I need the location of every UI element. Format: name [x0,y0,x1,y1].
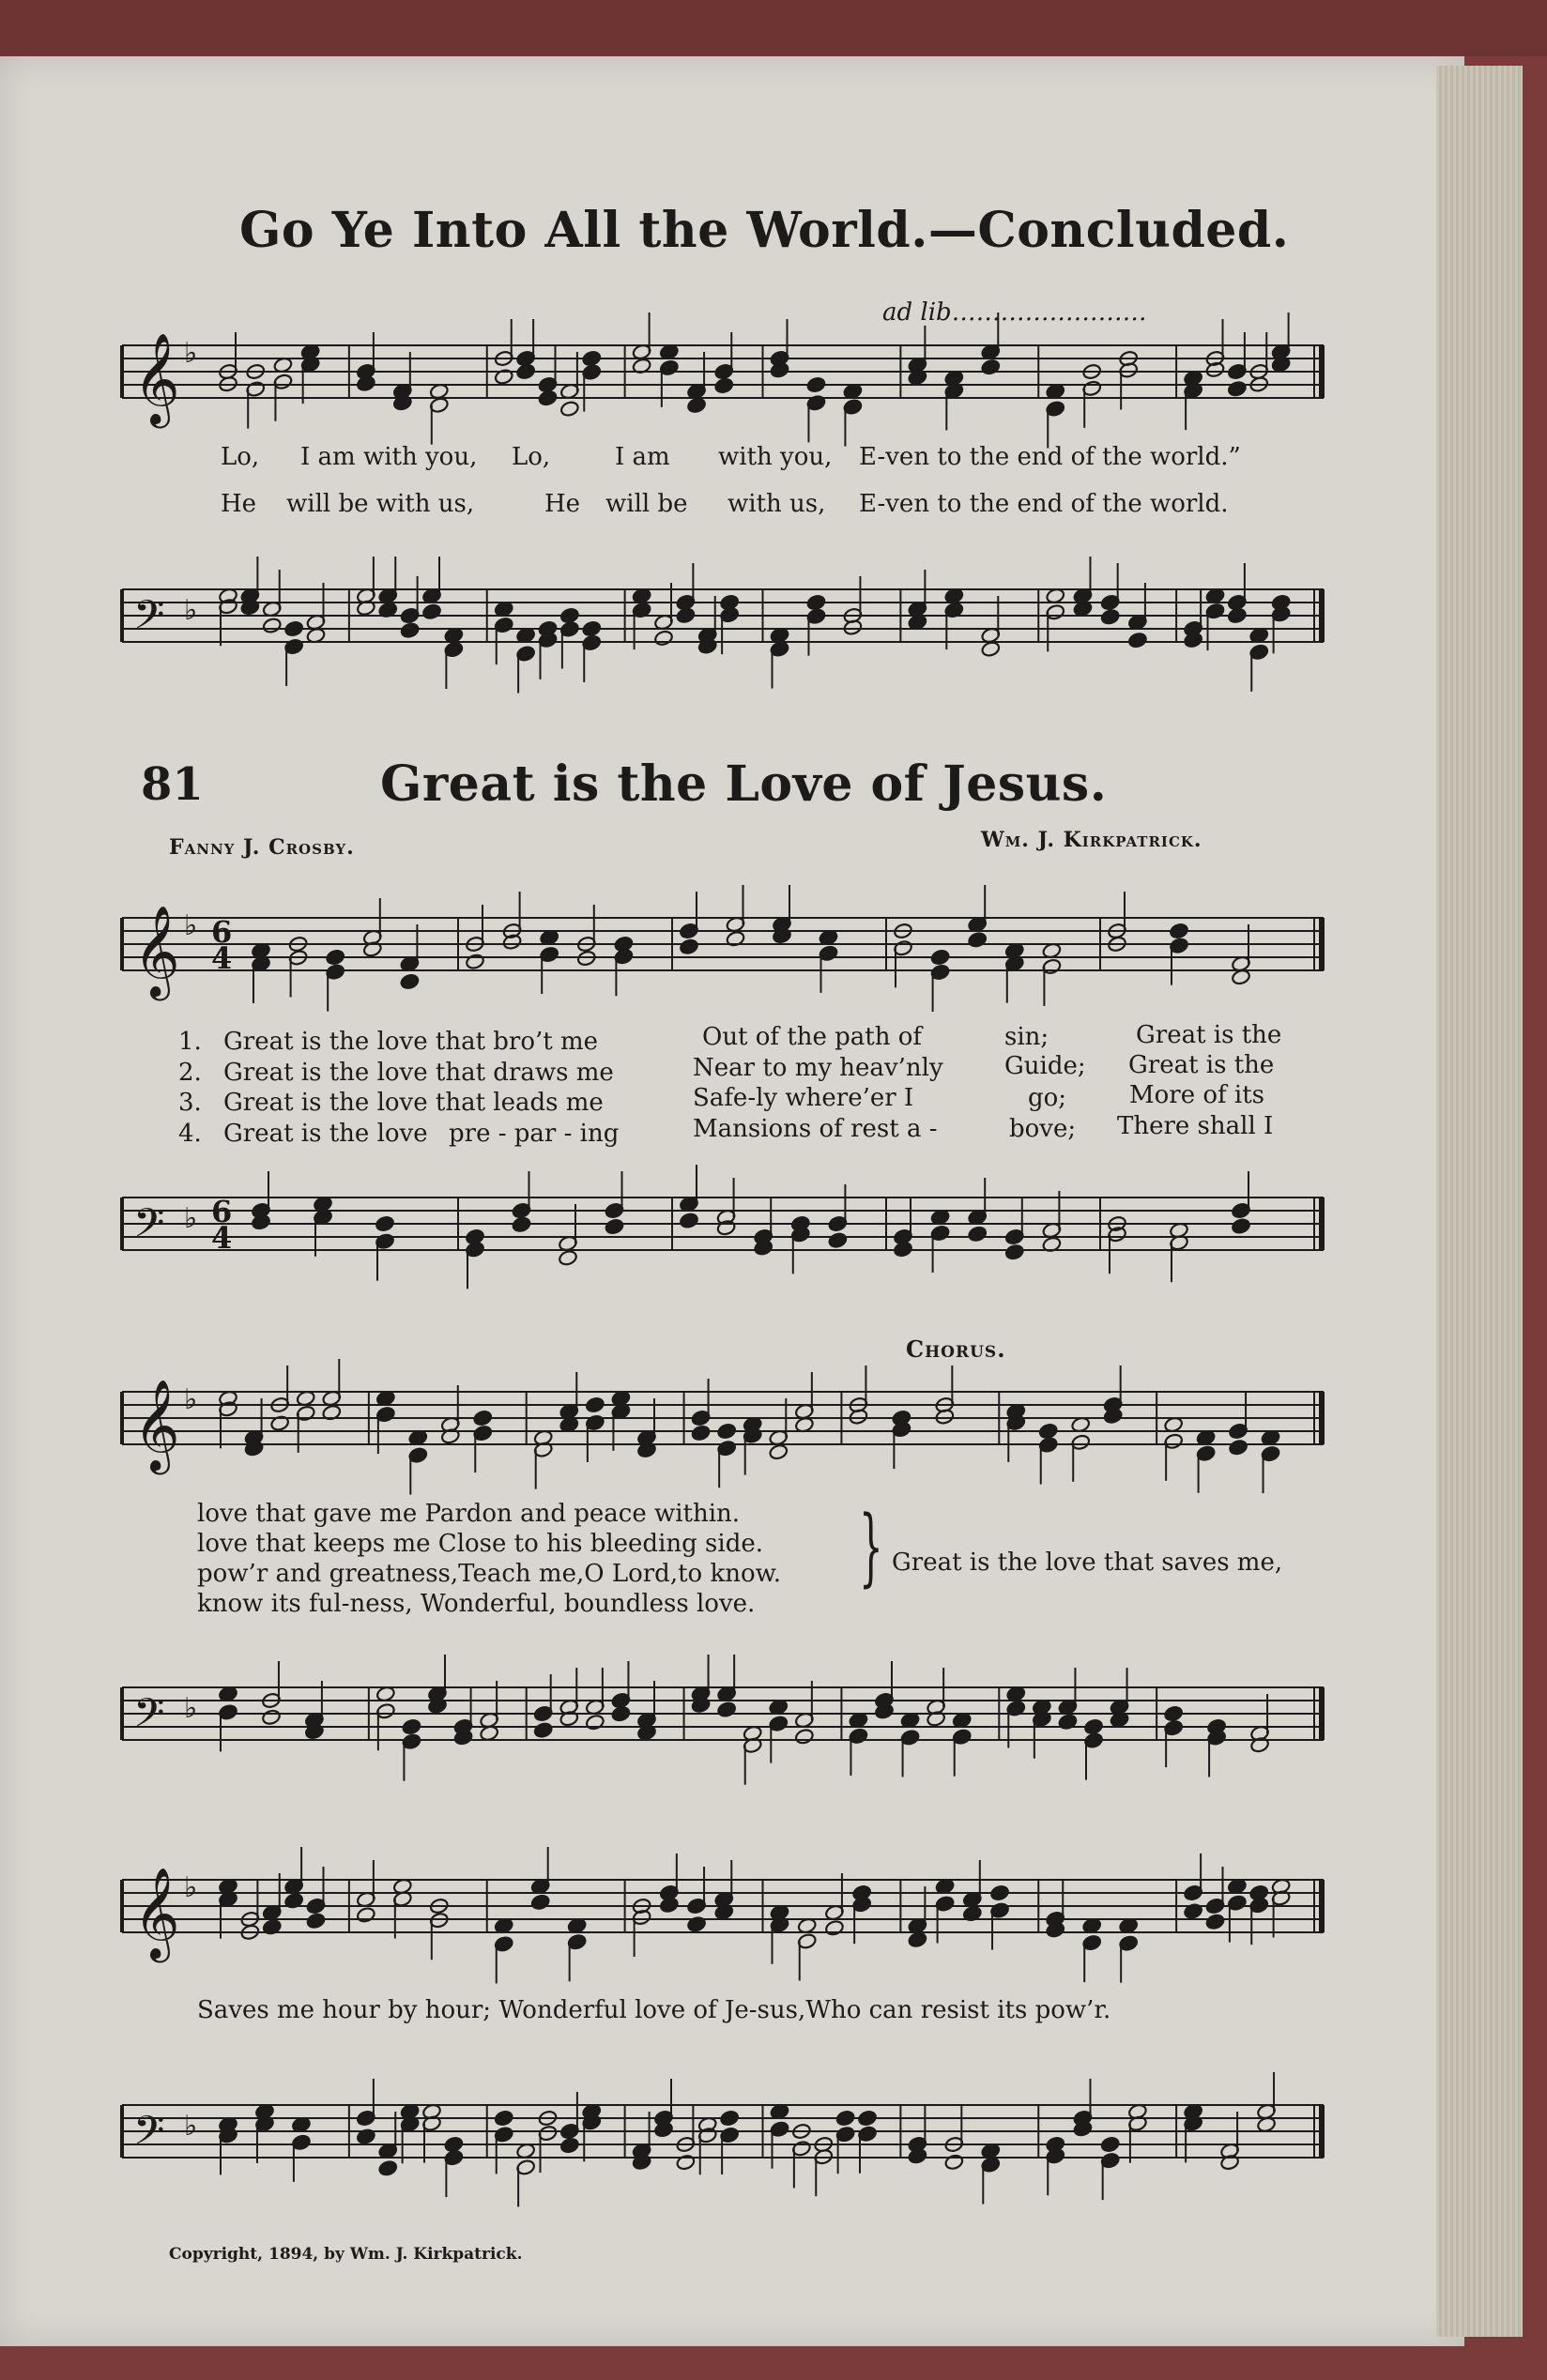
svg-text:𝄢: 𝄢 [133,1200,165,1257]
v3-seg3: go; [1028,1084,1067,1112]
chorus-line-2: Saves me hour by hour; Wonderful love of Je-sus,Who can resist its pow’r. [197,1996,1111,2024]
verse-number-1: 1. [178,1028,202,1056]
chorus-label: Chorus. [906,1335,1006,1363]
svg-text:𝄢: 𝄢 [133,2108,165,2164]
verse2-lyric-2: will be with us, [286,490,475,518]
verse1-lyric-3: Lo, [512,443,551,471]
svg-text:𝄢: 𝄢 [133,592,165,648]
svg-text:♭: ♭ [184,337,198,371]
svg-text:♭: ♭ [184,1383,198,1417]
chorus-line-1: Great is the love that saves me, [892,1549,1283,1577]
continuation-1: love that gave me Pardon and peace within. [197,1500,741,1528]
svg-text:𝄞: 𝄞 [133,905,180,997]
v4-seg3: Mansions of rest a - [693,1115,938,1143]
svg-text:𝄢: 𝄢 [133,1690,165,1747]
composer: Wm. J. Kirkpatrick. [981,828,1202,852]
v2-seg3: Guide; [1004,1052,1086,1080]
staff-system-1-treble [122,328,1324,422]
verse1-lyric-1: Lo, [221,443,260,471]
staff-system-4-treble [122,1863,1324,1957]
verse2-lyric-3: He [544,490,581,518]
v4-seg5: There shall I [1117,1112,1274,1140]
v4-seg4: bove; [1009,1115,1077,1143]
svg-text:𝄞: 𝄞 [133,1379,180,1471]
verse-number-2: 2. [178,1059,202,1087]
svg-text:6: 6 [211,1194,233,1229]
verse2-lyric-5: with us, [728,490,826,518]
v4-seg1: Great is the love [223,1120,428,1148]
svg-text:4: 4 [211,940,233,976]
ad-lib-marking: ad lib…………………… [882,298,1147,327]
verse1-lyric-2: I am with you, [300,443,478,471]
verse1-lyric-5: with you, [718,443,833,471]
brace: } [859,1498,883,1596]
verse1-lyric-4: I am [615,443,670,471]
verse2-lyric-1: He [221,490,257,518]
staff-system-2-bass [122,1181,1324,1274]
verse-number-4: 4. [178,1120,202,1148]
v1-seg2: Out of the path of [702,1023,923,1051]
staff-system-3-bass [122,1671,1324,1764]
staff-system-4-bass [122,2088,1324,2182]
continuation-3: pow’r and greatness,Teach me,O Lord,to know. [197,1560,782,1588]
v3-seg4: More of its [1129,1081,1265,1109]
svg-text:𝄞: 𝄞 [133,1867,180,1959]
v4-seg2: pre - par - ing [449,1120,620,1148]
continuation-4: know its ful-ness, Wonderful, boundless love. [197,1590,756,1618]
v3-seg1: Great is the love that leads me [223,1089,604,1117]
svg-text:♭: ♭ [184,1202,198,1236]
page-edges [1436,66,1523,2337]
continuation-2: love that keeps me Close to his bleeding side. [197,1530,763,1558]
svg-text:4: 4 [211,1220,233,1256]
svg-text:♭: ♭ [184,1871,198,1905]
verse2-lyric-6: E-ven to the end of the world. [859,490,1229,518]
verse2-lyric-4: will be [605,490,688,518]
hymn-number: 81 [141,758,204,811]
svg-text:♭: ♭ [184,1692,198,1726]
verse-number-3: 3. [178,1089,202,1117]
hymn-80-title: Go Ye Into All the World.—Concluded. [239,202,1290,259]
lyricist: Fanny J. Crosby. [169,835,355,860]
svg-text:♭: ♭ [184,2110,198,2144]
svg-text:♭: ♭ [184,909,198,943]
svg-text:♭: ♭ [184,594,198,628]
book-cover-edge [0,0,1547,56]
copyright: Copyright, 1894, by Wm. J. Kirkpatrick. [169,2245,523,2264]
verse1-lyric-6: E-ven to the end of the world.” [859,443,1241,471]
v2-seg2: Near to my heav’nly [693,1054,943,1082]
v1-seg1: Great is the love that bro’t me [223,1028,599,1056]
staff-system-3-treble [122,1375,1324,1469]
v1-seg4: Great is the [1136,1021,1282,1049]
staff-system-2-treble [122,901,1324,995]
svg-text:𝄞: 𝄞 [133,332,180,424]
v1-seg3: sin; [1004,1023,1049,1051]
svg-text:6: 6 [211,914,233,950]
hymn-81-title: Great is the Love of Jesus. [380,755,1108,813]
v3-seg2: Safe-ly where’er I [693,1084,914,1112]
staff-system-1-bass [122,572,1324,666]
v2-seg1: Great is the love that draws me [223,1059,614,1087]
v2-seg4: Great is the [1128,1051,1275,1079]
